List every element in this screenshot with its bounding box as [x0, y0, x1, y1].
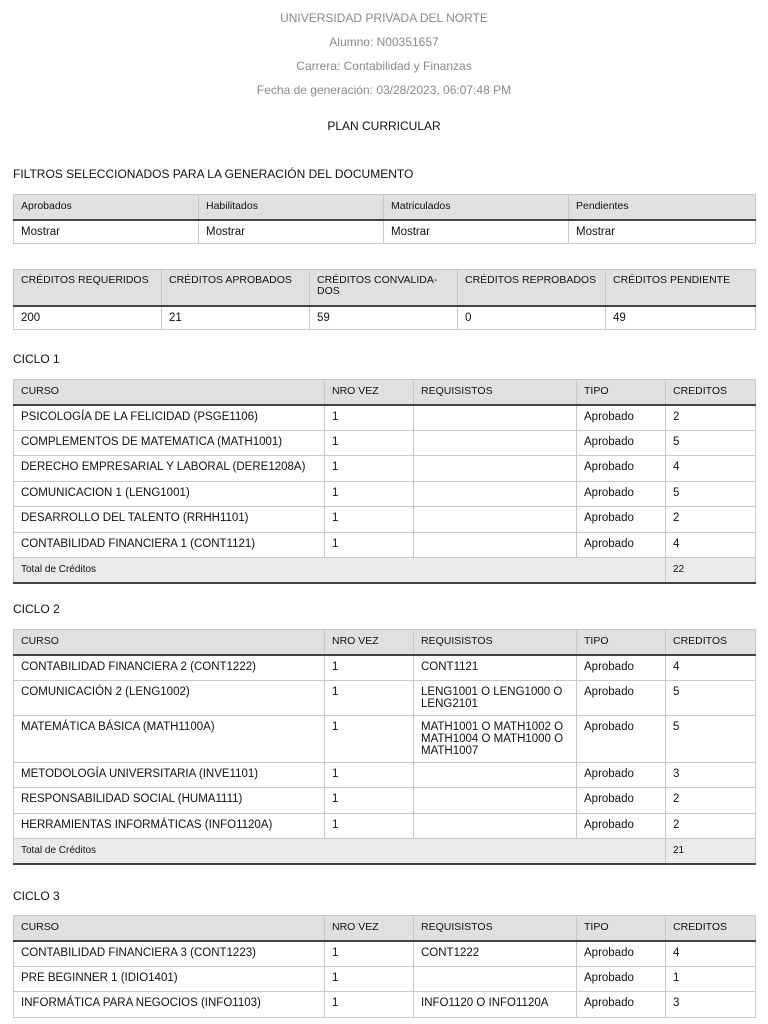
cell-nro-vez: 1 — [325, 481, 414, 507]
ciclo-1-table — [13, 379, 756, 584]
table-row — [14, 715, 756, 762]
cell-creditos: 2 — [666, 788, 756, 814]
cell-curso: CONTABILIDAD FINANCIERA 3 (CONT1223) — [14, 941, 325, 967]
table-row — [14, 507, 756, 533]
cell-nro-vez: 1 — [325, 680, 414, 715]
column-header-tipo: TIPO — [577, 380, 666, 405]
table-row — [14, 762, 756, 788]
cell-tipo: Aprobado — [577, 762, 666, 788]
student-id: Alumno: N00351657 — [329, 35, 439, 49]
table-row — [14, 992, 756, 1018]
cell-tipo: Aprobado — [577, 992, 666, 1018]
cell-creditos: 4 — [666, 655, 756, 681]
cell-tipo: Aprobado — [577, 715, 666, 762]
column-header-tipo: TIPO — [577, 630, 666, 655]
filters-table — [13, 194, 756, 244]
ciclo-2-table — [13, 629, 756, 865]
column-header-nro-vez: NRO VEZ — [325, 916, 414, 941]
cell-tipo: Aprobado — [577, 813, 666, 839]
ciclo-1-title: CICLO 1 — [13, 352, 60, 366]
column-header-nro-vez: NRO VEZ — [325, 380, 414, 405]
credits-header-pendiente: CRÉDITOS PENDIENTE — [606, 270, 756, 306]
cell-creditos: 2 — [666, 507, 756, 533]
university-name: UNIVERSIDAD PRIVADA DEL NORTE — [280, 11, 488, 25]
credits-header-aprobados: CRÉDITOS APROBADOS — [162, 270, 310, 306]
cell-requisitos — [414, 966, 577, 992]
credits-header-requeridos: CRÉDITOS REQUERIDOS — [14, 270, 162, 306]
cell-tipo: Aprobado — [577, 680, 666, 715]
cell-nro-vez: 1 — [325, 992, 414, 1018]
cell-curso: COMUNICACIÓN 2 (LENG1002) — [14, 680, 325, 715]
filter-header-matriculados: Matriculados — [384, 195, 569, 220]
cell-requisitos: LENG1001 O LENG1000 O LENG2101 — [414, 680, 577, 715]
table-row — [14, 655, 756, 681]
cell-creditos: 3 — [666, 992, 756, 1018]
table-row — [14, 941, 756, 967]
cell-nro-vez: 1 — [325, 507, 414, 533]
credits-value-pendiente: 49 — [606, 306, 756, 330]
cell-tipo: Aprobado — [577, 655, 666, 681]
cell-tipo: Aprobado — [577, 430, 666, 456]
column-header-requisitos: REQUISISTOS — [414, 916, 577, 941]
column-header-creditos: CREDITOS — [666, 630, 756, 655]
filter-header-pendientes: Pendientes — [569, 195, 756, 220]
cell-tipo: Aprobado — [577, 507, 666, 533]
cell-nro-vez: 1 — [325, 966, 414, 992]
filter-value-habilitados: Mostrar — [199, 220, 384, 244]
cell-curso: CONTABILIDAD FINANCIERA 2 (CONT1222) — [14, 655, 325, 681]
cell-nro-vez: 1 — [325, 532, 414, 558]
cell-creditos: 3 — [666, 762, 756, 788]
table-row — [14, 532, 756, 558]
cell-requisitos — [414, 788, 577, 814]
cell-tipo: Aprobado — [577, 532, 666, 558]
cell-creditos: 4 — [666, 532, 756, 558]
credits-value-reprobados: 0 — [458, 306, 606, 330]
cell-curso: CONTABILIDAD FINANCIERA 1 (CONT1121) — [14, 532, 325, 558]
cell-creditos: 5 — [666, 680, 756, 715]
generation-date: Fecha de generación: 03/28/2023, 06:07:48 PM — [256, 83, 512, 97]
table-row — [14, 430, 756, 456]
credits-value-aprobados: 21 — [162, 306, 310, 330]
cell-tipo: Aprobado — [577, 405, 666, 431]
credits-header-reprobados: CRÉDITOS REPROBADOS — [458, 270, 606, 306]
cell-requisitos — [414, 430, 577, 456]
cell-creditos: 1 — [666, 966, 756, 992]
total-row — [14, 558, 756, 584]
column-header-requisitos: REQUISISTOS — [414, 380, 577, 405]
cell-curso: HERRAMIENTAS INFORMÁTICAS (INFO1120A) — [14, 813, 325, 839]
cell-creditos: 2 — [666, 405, 756, 431]
table-row — [14, 680, 756, 715]
cell-curso: METODOLOGÍA UNIVERSITARIA (INVE1101) — [14, 762, 325, 788]
cell-requisitos — [414, 481, 577, 507]
total-label: Total de Créditos — [14, 839, 666, 865]
cell-nro-vez: 1 — [325, 655, 414, 681]
cell-nro-vez: 1 — [325, 762, 414, 788]
cell-curso: PRE BEGINNER 1 (IDIO1401) — [14, 966, 325, 992]
cell-nro-vez: 1 — [325, 715, 414, 762]
cell-tipo: Aprobado — [577, 481, 666, 507]
cell-curso: DERECHO EMPRESARIAL Y LABORAL (DERE1208A) — [14, 456, 325, 482]
credits-summary-table — [13, 269, 756, 330]
filters-section-title: FILTROS SELECCIONADOS PARA LA GENERACIÓN DEL DOCUMENTO — [13, 167, 414, 181]
cell-requisitos: CONT1121 — [414, 655, 577, 681]
column-header-nro-vez: NRO VEZ — [325, 630, 414, 655]
cell-requisitos — [414, 813, 577, 839]
total-row — [14, 839, 756, 865]
column-header-creditos: CREDITOS — [666, 916, 756, 941]
credits-header-convalidados: CRÉDITOS CONVALIDA-DOS — [310, 270, 458, 306]
cell-nro-vez: 1 — [325, 813, 414, 839]
cell-requisitos — [414, 405, 577, 431]
cell-requisitos: CONT1222 — [414, 941, 577, 967]
cell-creditos: 5 — [666, 430, 756, 456]
cell-tipo: Aprobado — [577, 788, 666, 814]
column-header-curso: CURSO — [14, 380, 325, 405]
table-row — [14, 456, 756, 482]
cell-requisitos — [414, 456, 577, 482]
table-row — [14, 481, 756, 507]
total-label: Total de Créditos — [14, 558, 666, 584]
cell-nro-vez: 1 — [325, 788, 414, 814]
cell-tipo: Aprobado — [577, 941, 666, 967]
column-header-curso: CURSO — [14, 630, 325, 655]
cell-nro-vez: 1 — [325, 405, 414, 431]
credits-value-requeridos: 200 — [14, 306, 162, 330]
ciclo-3-table — [13, 915, 756, 1018]
column-header-curso: CURSO — [14, 916, 325, 941]
cell-creditos: 4 — [666, 941, 756, 967]
cell-curso: COMUNICACION 1 (LENG1001) — [14, 481, 325, 507]
cell-creditos: 4 — [666, 456, 756, 482]
cell-requisitos — [414, 507, 577, 533]
column-header-tipo: TIPO — [577, 916, 666, 941]
cell-requisitos — [414, 532, 577, 558]
cell-nro-vez: 1 — [325, 456, 414, 482]
cell-curso: RESPONSABILIDAD SOCIAL (HUMA1111) — [14, 788, 325, 814]
cell-creditos: 5 — [666, 481, 756, 507]
ciclo-2-title: CICLO 2 — [13, 602, 60, 616]
cell-nro-vez: 1 — [325, 941, 414, 967]
filter-header-aprobados: Aprobados — [14, 195, 199, 220]
document-title: PLAN CURRICULAR — [327, 119, 441, 133]
cell-creditos: 5 — [666, 715, 756, 762]
cell-tipo: Aprobado — [577, 456, 666, 482]
cell-curso: MATEMÁTICA BÁSICA (MATH1100A) — [14, 715, 325, 762]
table-row — [14, 813, 756, 839]
cell-requisitos: INFO1120 O INFO1120A — [414, 992, 577, 1018]
cell-requisitos — [414, 762, 577, 788]
table-row — [14, 405, 756, 431]
column-header-creditos: CREDITOS — [666, 380, 756, 405]
career-name: Carrera: Contabilidad y Finanzas — [296, 59, 472, 73]
filter-value-aprobados: Mostrar — [14, 220, 199, 244]
table-row — [14, 966, 756, 992]
filter-value-matriculados: Mostrar — [384, 220, 569, 244]
column-header-requisitos: REQUISISTOS — [414, 630, 577, 655]
cell-creditos: 2 — [666, 813, 756, 839]
cell-curso: DESARROLLO DEL TALENTO (RRHH1101) — [14, 507, 325, 533]
filter-header-habilitados: Habilitados — [199, 195, 384, 220]
ciclo-3-title: CICLO 3 — [13, 889, 60, 903]
filter-value-pendientes: Mostrar — [569, 220, 756, 244]
table-row — [14, 788, 756, 814]
credits-value-convalidados: 59 — [310, 306, 458, 330]
total-value: 22 — [666, 558, 756, 584]
total-value: 21 — [666, 839, 756, 865]
cell-curso: INFORMÁTICA PARA NEGOCIOS (INFO1103) — [14, 992, 325, 1018]
cell-requisitos: MATH1001 O MATH1002 O MATH1004 O MATH1000 O MATH1007 — [414, 715, 577, 762]
cell-tipo: Aprobado — [577, 966, 666, 992]
cell-curso: PSICOLOGÍA DE LA FELICIDAD (PSGE1106) — [14, 405, 325, 431]
cell-curso: COMPLEMENTOS DE MATEMATICA (MATH1001) — [14, 430, 325, 456]
cell-nro-vez: 1 — [325, 430, 414, 456]
